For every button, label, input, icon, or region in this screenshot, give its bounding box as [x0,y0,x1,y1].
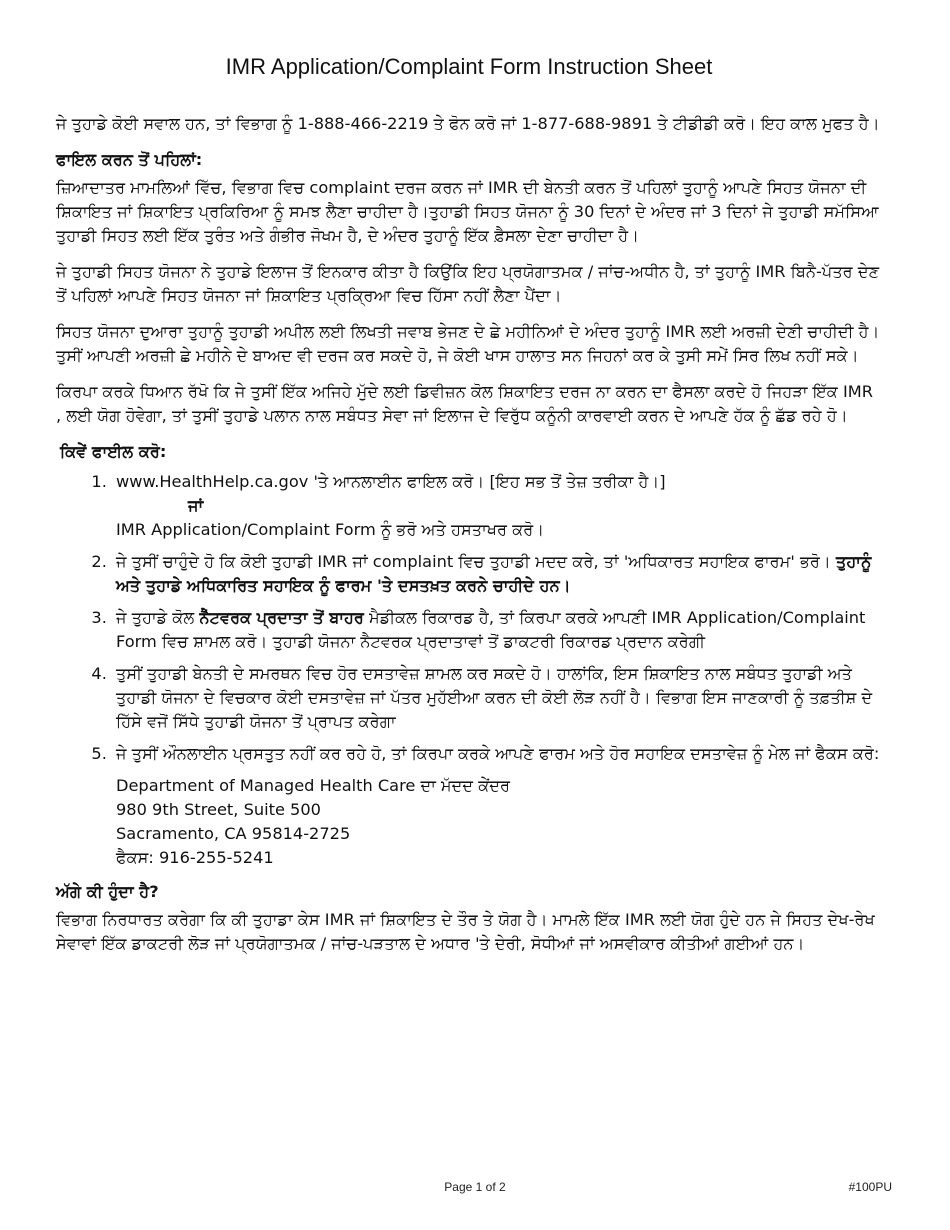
records-text-pre: ਜੇ ਤੁਹਾਡੇ ਕੋਲ [116,608,200,627]
how-to-file-list [56,470,882,870]
address-line-2: 980 9th Street, Suite 500 [116,800,321,819]
intro-paragraph: ਜੇ ਤੁਹਾਡੇ ਕੋਈ ਸਵਾਲ ਹਨ, ਤਾਂ ਵਿਭਾਗ ਨੂੰ 1-888-466-2219 ਤੇ ਫੋਨ ਕਰੋ ਜਾਂ 1-877-688-9891 ਤੇ ਟੀਡੀਡੀ ਕਰੋ। ਇਹ ਕਾਲ ਮੁਫਤ ਹੈ। [56,114,880,133]
page-title: IMR Application/Complaint Form Instruction Sheet [225,54,713,79]
list-item [112,606,882,654]
page-number: Page 1 of 2 [444,1180,506,1194]
how-to-file-heading: ਕਿਵੇਂ ਫਾਈਲ ਕਰੋ: [60,442,167,461]
paper-form-text: IMR Application/Complaint Form ਨੂੰ ਭਰੋ ਅਤੇ ਹਸਤਾਖਰ ਕਰੋ। [116,520,545,539]
before-filing-paragraph-1: ਜ਼ਿਆਦਾਤਰ ਮਾਮਲਿਆਂ ਵਿੱਚ, ਵਿਭਾਗ ਵਿਚ complaint ਦਰਜ ਕਰਨ ਜਾਂ IMR ਦੀ ਬੇਨਤੀ ਕਰਨ ਤੋਂ ਪਹਿਲਾਂ ਤੁਹਾਨੂੰ ਆਪਣੇ ਸਿਹਤ ਯੋਜਨਾ ਦੀ ਸ਼ਿਕਾਇਤ ਜਾਂ ਸ਼ਿਕਾਇਤ ਪ੍ਰਕਿਰਿਆ ਨੂੰ ਸਮਝ ਲੈਣਾ ਚਾਹੀਦਾ ਹੈ।ਤੁਹਾਡੀ ਸਿਹਤ ਯੋਜਨਾ ਨੂੰ 30 ਦਿਨਾਂ ਦੇ ਅੰਦਰ ਜਾਂ 3 ਦਿਨਾਂ ਜੇ ਤੁਹਾਡੀ ਸਮੱਸਿਆ ਤੁਹਾਡੀ ਸਿਹਤ ਲਈ ਇੱਕ ਤੁਰੰਤ ਅਤੇ ਗੰਭੀਰ ਜੋਖਮ ਹੈ, ਦੇ ਅੰਦਰ ਤੁਹਾਨੂੰ ਇੱਕ ਫ਼ੈਸਲਾ ਦੇਣਾ ਚਾਹੀਦਾ ਹੈ। [56,178,879,245]
mailing-address [116,774,882,870]
form-code: #100PU [848,1180,892,1194]
mail-fax-text: ਜੇ ਤੁਸੀਂ ਔਨਲਾਈਨ ਪ੍ਰਸਤੁਤ ਨਹੀਂ ਕਰ ਰਹੇ ਹੋ, ਤਾਂ ਕਿਰਪਾ ਕਰਕੇ ਆਪਣੇ ਫਾਰਮ ਅਤੇ ਹੋਰ ਸਹਾਇਕ ਦਸਤਾਵੇਜ਼ ਨੂੰ ਮੇਲ ਜਾਂ ਫੈਕਸ ਕਰੋ: [116,744,880,763]
fax-line: ਫੈਕਸ: 916-255-5241 [116,848,274,867]
list-item [112,662,882,734]
before-filing-paragraph-2: ਜੇ ਤੁਹਾਡੀ ਸਿਹਤ ਯੋਜਨਾ ਨੇ ਤੁਹਾਡੇ ਇਲਾਜ ਤੋਂ ਇਨਕਾਰ ਕੀਤਾ ਹੈ ਕਿਉਂਕਿ ਇਹ ਪ੍ਰਯੋਗਾਤਮਕ / ਜਾਂਚ-ਅਧੀਨ ਹੈ, ਤਾਂ ਤੁਹਾਨੂੰ IMR ਬਿਨੈ-ਪੱਤਰ ਦੇਣ ਤੋਂ ਪਹਿਲਾਂ ਆਪਣੇ ਸਿਹਤ ਯੋਜਨਾ ਜਾਂ ਸ਼ਿਕਾਇਤ ਪ੍ਰਕ੍ਰਿਆ ਵਿਚ ਹਿੱਸਾ ਨਹੀਂ ਲੈਣਾ ਪੈਂਦਾ। [56,262,880,305]
before-filing-heading: ਫਾਇਲ ਕਰਨ ਤੋਂ ਪਹਿਲਾਂ: [56,150,203,169]
authorized-assistant-text: ਜੇ ਤੁਸੀਂ ਚਾਹੁੰਦੇ ਹੋ ਕਿ ਕੋਈ ਤੁਹਾਡੀ IMR ਜਾਂ complaint ਵਿਚ ਤੁਹਾਡੀ ਮਦਦ ਕਰੇ, ਤਾਂ 'ਅਧਿਕਾਰਤ ਸਹਾਇਕ ਫਾਰਮ' ਭਰੋ। [116,552,836,571]
supporting-documents-text: ਤੁਸੀਂ ਤੁਹਾਡੀ ਬੇਨਤੀ ਦੇ ਸਮਰਥਨ ਵਿਚ ਹੋਰ ਦਸਤਾਵੇਜ਼ ਸ਼ਾਮਲ ਕਰ ਸਕਦੇ ਹੋ। ਹਾਲਾਂਕਿ, ਇਸ ਸ਼ਿਕਾਇਤ ਨਾਲ ਸਬੰਧਤ ਤੁਹਾਡੀ ਅਤੇ ਤੁਹਾਡੀ ਯੋਜਨਾ ਦੇ ਵਿਚਕਾਰ ਕੋਈ ਦਸਤਾਵੇਜ਼ ਜਾਂ ਪੱਤਰ ਮੁਹੱਈਆ ਕਰਨ ਦੀ ਕੋਈ ਲੋੜ ਨਹੀਂ ਹੈ। ਵਿਭਾਗ ਇਸ ਜਾਣਕਾਰੀ ਨੂੰ ਤਫ਼ਤੀਸ਼ ਦੇ ਹਿੱਸੇ ਵਜੋਂ ਸਿੱਧੇ ਤੁਹਾਡੀ ਯੋਜਨਾ ਤੋਂ ਪ੍ਰਾਪਤ ਕਰੇਗਾ [116,664,873,731]
before-filing-paragraph-3: ਸਿਹਤ ਯੋਜਨਾ ਦੁਆਰਾ ਤੁਹਾਨੂੰ ਤੁਹਾਡੀ ਅਪੀਲ ਲਈ ਲਿਖਤੀ ਜਵਾਬ ਭੇਜਣ ਦੇ ਛੇ ਮਹੀਨਿਆਂ ਦੇ ਅੰਦਰ ਤੁਹਾਨੂੰ IMR ਲਈ ਅਰਜ਼ੀ ਦੇਣੀ ਚਾਹੀਦੀ ਹੈ।ਤੁਸੀਂ ਆਪਣੀ ਅਰਜ਼ੀ ਛੇ ਮਹੀਨੇ ਦੇ ਬਾਅਦ ਵੀ ਦਰਜ ਕਰ ਸਕਦੇ ਹੋ, ਜੇ ਕੋਈ ਖਾਸ ਹਾਲਾਤ ਸਨ ਜਿਹਨਾਂ ਕਰ ਕੇ ਤੁਸੀ ਸਮੇਂ ਸਿਰ ਲਿਖ ਨਹੀਂ ਸਕੇ। [56,322,880,365]
list-item [112,550,882,598]
list-item [112,742,882,870]
or-word: ਜਾਂ [188,496,204,515]
signature-requirement: ਤੁਹਾਨੂੰ ਅਤੇ ਤੁਹਾਡੇ ਅਧਿਕਾਰਿਤ ਸਹਾਇਕ ਨੂੰ ਫਾਰਮ 'ਤੇ ਦਸਤਖ਼ਤ ਕਰਨੇ ਚਾਹੀਦੇ ਹਨ। [116,552,872,595]
what-next-paragraph: ਵਿਭਾਗ ਨਿਰਧਾਰਤ ਕਰੇਗਾ ਕਿ ਕੀ ਤੁਹਾਡਾ ਕੇਸ IMR ਜਾਂ ਸ਼ਿਕਾਇਤ ਦੇ ਤੌਰ ਤੇ ਯੋਗ ਹੈ। ਮਾਮਲੇ ਇੱਕ IMR ਲਈ ਯੋਗ ਹੁੰਦੇ ਹਨ ਜੇ ਸਿਹਤ ਦੇਖ-ਰੇਖ ਸੇਵਾਵਾਂ ਇੱਕ ਡਾਕਟਰੀ ਲੋੜ ਜਾਂ ਪ੍ਰਯੋਗਾਤਮਕ / ਜਾਂਚ-ਪੜਤਾਲ ਦੇ ਅਧਾਰ 'ਤੇ ਦੇਰੀ, ਸੋਧੀਆਂ ਜਾਂ ਅਸਵੀਕਾਰ ਕੀਤੀਆਂ ਗਈਆਂ ਹਨ। [56,910,875,953]
address-line-1: Department of Managed Health Care ਦਾ ਮੱਦਦ ਕੇਂਦਰ [116,776,511,795]
file-online-text: www.HealthHelp.ca.gov 'ਤੇ ਆਨਲਾਈਨ ਫਾਇਲ ਕਰੋ। [ਇਹ ਸਭ ਤੋਂ ਤੇਜ਼ ਤਰੀਕਾ ਹੈ।] [116,472,666,491]
before-filing-paragraph-4: ਕਿਰਪਾ ਕਰਕੇ ਧਿਆਨ ਰੱਖੋ ਕਿ ਜੇ ਤੁਸੀਂ ਇੱਕ ਅਜਿਹੇ ਮੁੱਦੇ ਲਈ ਡਿਵੀਜ਼ਨ ਕੋਲ ਸ਼ਿਕਾਇਤ ਦਰਜ ਨਾ ਕਰਨ ਦਾ ਫੈਸਲਾ ਕਰਦੇ ਹੋ ਜਿਹੜਾ ਇੱਕ IMR , ਲਈ ਯੋਗ ਹੋਵੇਗਾ, ਤਾਂ ਤੁਸੀਂ ਤੁਹਾਡੇ ਪਲਾਨ ਨਾਲ ਸਬੰਧਤ ਸੇਵਾ ਜਾਂ ਇਲਾਜ ਦੇ ਵਿਰੁੱਧ ਕਨੂੰਨੀ ਕਾਰਵਾਈ ਕਰਨ ਦੇ ਆਪਣੇ ਹੱਕ ਨੂੰ ਛੱਡ ਰਹੇ ਹੋ। [56,382,873,425]
what-next-heading: ਅੱਗੇ ਕੀ ਹੁੰਦਾ ਹੈ? [56,882,159,901]
list-item [112,470,882,542]
address-line-3: Sacramento, CA 95814-2725 [116,824,351,843]
document-body [56,112,882,968]
out-of-network-emphasis: ਨੈੱਟਵਰਕ ਪ੍ਰਦਾਤਾ ਤੋਂ ਬਾਹਰ [199,608,364,627]
records-text-post: ਮੈਡੀਕਲ ਰਿਕਾਰਡ ਹੈ, ਤਾਂ ਕਿਰਪਾ ਕਰਕੇ ਆਪਣੀ IMR Application/Complaint Form ਵਿਚ ਸ਼ਾਮਲ ਕਰੋ। ਤੁਹਾਡੀ ਯੋਜਨਾ ਨੈਟਵਰਕ ਪ੍ਰਦਾਤਾਵਾਂ ਤੋਂ ਡਾਕਟਰੀ ਰਿਕਾਰਡ ਪ੍ਰਦਾਨ ਕਰੇਗੀ [116,608,866,651]
